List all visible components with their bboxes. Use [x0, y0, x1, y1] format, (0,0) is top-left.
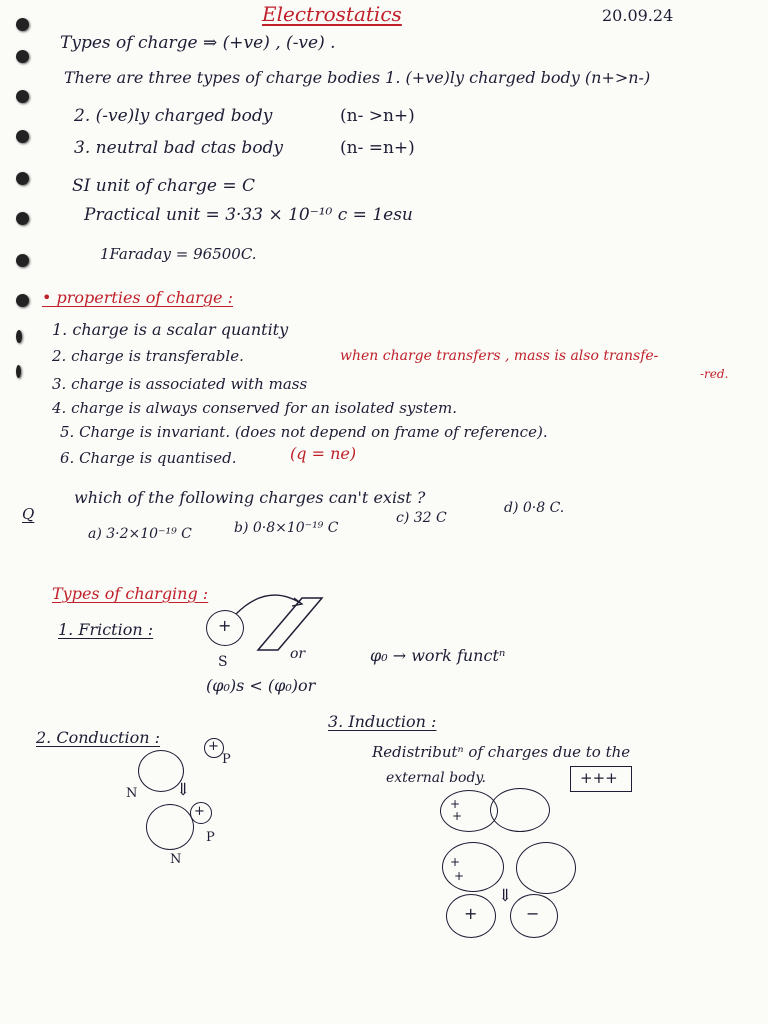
practical-unit-line: Practical unit = 3·33 × 10⁻¹⁰ c = 1esu: [84, 205, 413, 225]
induction-final-plus: +: [464, 904, 478, 923]
friction-title: 1. Friction :: [58, 620, 154, 639]
bodies-item-3-relation: (n- =n+): [340, 138, 415, 158]
work-function-relation: (φ₀)s < (φ₀)or: [206, 676, 316, 695]
friction-label-or: or: [290, 646, 306, 662]
bodies-intro: There are three types of charge bodies 1. (+ve)ly charged body (n+>n-): [64, 68, 651, 87]
friction-transfer-arrow: [236, 595, 302, 614]
conduction-plus-sign-2: +: [194, 804, 205, 819]
conduction-plus-sign: +: [208, 739, 219, 754]
induction-plus-sign: +: [454, 869, 465, 883]
induction-title: 3. Induction :: [328, 712, 437, 731]
page-title: Electrostatics: [262, 2, 402, 26]
page-date: 20.09.24: [602, 6, 674, 25]
option-d: d) 0·8 C.: [504, 500, 565, 516]
option-b: b) 0·8×10⁻¹⁹ C: [234, 520, 339, 536]
mass-transfer-note-cont: -red.: [700, 367, 729, 381]
conduction-title: 2. Conduction :: [36, 728, 160, 747]
option-a: a) 3·2×10⁻¹⁹ C: [88, 526, 192, 542]
induction-plus-sign: +: [450, 855, 461, 869]
property-item-6: 6. Charge is quantised.: [60, 449, 237, 467]
friction-label-s: S: [218, 654, 228, 670]
bodies-item-2-relation: (n- >n+): [340, 106, 415, 126]
induction-line-1: Redistributⁿ of charges due to the: [372, 743, 631, 761]
conduction-label-n1: N: [126, 786, 138, 801]
property-item-4: 4. charge is always conserved for an isolated system.: [52, 399, 457, 417]
conduction-arrow: ⇓: [176, 780, 191, 800]
induction-arrow: ⇓: [498, 886, 513, 906]
bodies-item-2: 2. (-ve)ly charged body: [74, 106, 273, 126]
conduction-label-p1: P: [222, 752, 231, 767]
conduction-label-p2: P: [206, 830, 215, 845]
types-of-charge-line: Types of charge ⇒ (+ve) , (-ve) .: [60, 33, 336, 53]
conduction-label-n2: N: [170, 852, 182, 867]
property-item-2: 2. charge is transferable.: [52, 347, 244, 365]
properties-heading: • properties of charge :: [42, 288, 233, 307]
question-label: Q: [22, 505, 35, 523]
mass-transfer-note: when charge transfers , mass is also transfe-: [340, 348, 659, 364]
si-unit-line: SI unit of charge = C: [72, 176, 255, 196]
rod-charge-signs: +++: [580, 769, 618, 787]
property-item-5: 5. Charge is invariant. (does not depend on frame of reference).: [60, 423, 548, 441]
friction-plus-sign: +: [218, 616, 232, 635]
option-c: c) 32 C: [396, 510, 447, 526]
property-item-1: 1. charge is a scalar quantity: [52, 320, 289, 339]
induction-plus-sign: +: [450, 797, 461, 811]
charging-heading: Types of charging :: [52, 584, 209, 603]
induction-line-2: external body.: [386, 770, 486, 786]
quantisation-formula: (q = ne): [290, 444, 357, 463]
induction-plus-sign: +: [452, 809, 463, 823]
bodies-item-3: 3. neutral bad ctas body: [74, 138, 284, 158]
work-function-note: φ₀ → work functⁿ: [370, 646, 506, 665]
faraday-line: 1Faraday = 96500C.: [100, 245, 257, 263]
question-text: which of the following charges can't exist ?: [74, 488, 426, 507]
property-item-3: 3. charge is associated with mass: [52, 375, 308, 393]
friction-rod: [258, 598, 322, 650]
induction-final-minus: −: [526, 904, 540, 923]
